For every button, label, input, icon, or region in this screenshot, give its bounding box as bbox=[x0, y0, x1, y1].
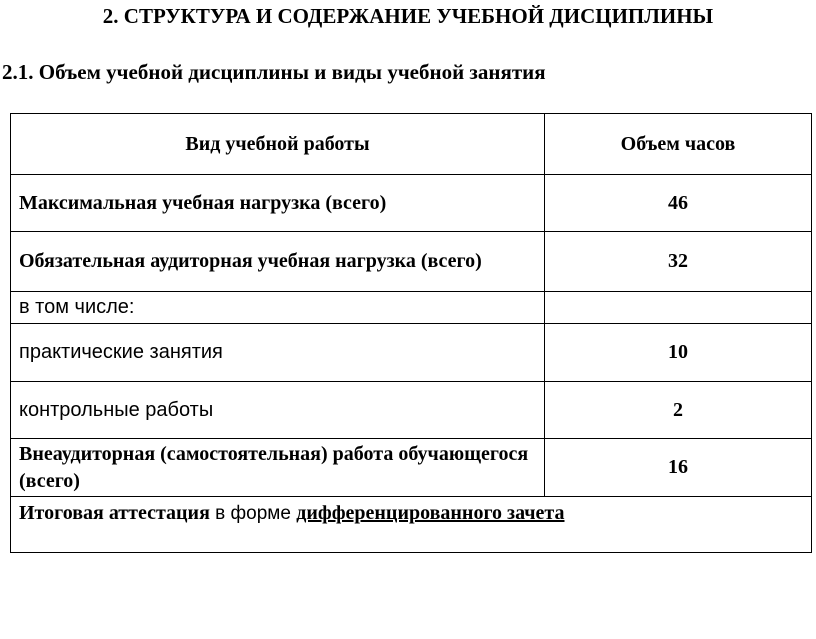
row-value-including bbox=[545, 292, 812, 324]
subsection-title: 2.1. Объем учебной дисциплины и виды учебной занятия bbox=[2, 60, 546, 84]
attestation-form-value: дифференцированного зачета bbox=[296, 502, 565, 524]
attestation-label: Итоговая аттестация bbox=[19, 502, 210, 524]
row-label-including: в том числе: bbox=[11, 292, 545, 324]
table-row-attestation bbox=[11, 497, 812, 553]
table-header-row bbox=[11, 114, 812, 175]
section-title: 2. СТРУКТУРА И СОДЕРЖАНИЕ УЧЕБНОЙ ДИСЦИПЛИНЫ bbox=[102, 4, 714, 28]
row-value-practical: 10 bbox=[545, 324, 812, 382]
table-row bbox=[11, 292, 812, 324]
attestation-cell bbox=[11, 497, 812, 553]
attestation-form-text: в форме bbox=[209, 503, 297, 524]
hours-table bbox=[10, 113, 812, 553]
row-label-practical: практические занятия bbox=[11, 324, 545, 382]
row-value-mandatory-load: 32 bbox=[545, 232, 812, 292]
row-value-max-load: 46 bbox=[545, 175, 812, 232]
row-label-independent: Внеаудиторная (самостоятельная) работа обучающегося (всего) bbox=[11, 439, 545, 497]
row-label-max-load: Максимальная учебная нагрузка (всего) bbox=[11, 175, 545, 232]
table-row bbox=[11, 175, 812, 232]
table-row bbox=[11, 232, 812, 292]
table-row bbox=[11, 324, 812, 382]
row-label-mandatory-load: Обязательная аудиторная учебная нагрузка (всего) bbox=[11, 232, 545, 292]
header-hours: Объем часов bbox=[545, 114, 812, 175]
row-value-tests: 2 bbox=[545, 382, 812, 439]
row-label-tests: контрольные работы bbox=[11, 382, 545, 439]
table-row bbox=[11, 382, 812, 439]
header-work-type: Вид учебной работы bbox=[11, 114, 545, 175]
table-row bbox=[11, 439, 812, 497]
row-value-independent: 16 bbox=[545, 439, 812, 497]
